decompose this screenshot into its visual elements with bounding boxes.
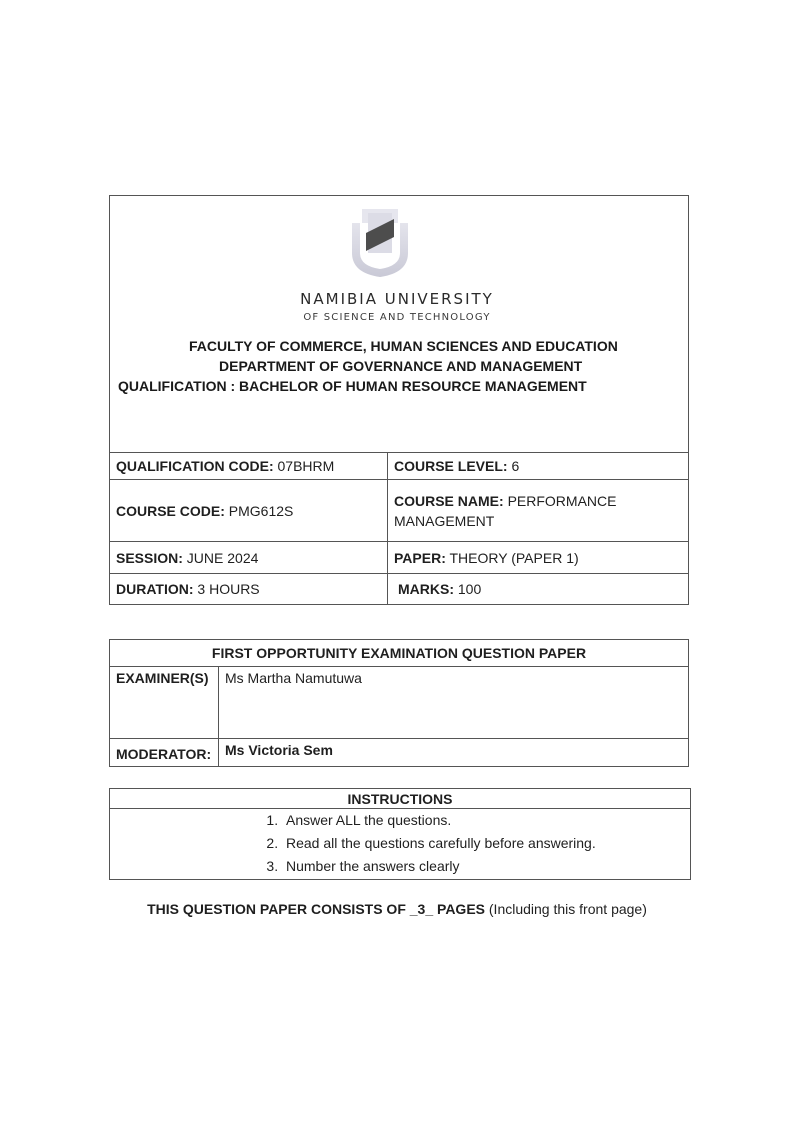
examiner-value: Ms Martha Namutuwa	[219, 667, 689, 739]
info-row	[110, 542, 689, 574]
instructions-cell	[110, 809, 691, 880]
duration-label: DURATION:	[116, 581, 194, 597]
duration-value: 3 HOURS	[197, 581, 260, 597]
session-value: JUNE 2024	[186, 549, 259, 566]
instructions-title-row	[110, 789, 691, 809]
moderator-row	[110, 739, 689, 767]
examiner-row	[110, 667, 689, 739]
moderator-value: Ms Victoria Sem	[219, 739, 689, 767]
university-logo	[344, 203, 416, 279]
course-info-table	[109, 452, 689, 605]
faculty-title: FACULTY OF COMMERCE, HUMAN SCIENCES AND EDUCATION	[189, 338, 618, 354]
exam-title-row	[110, 640, 689, 667]
page-count-note	[0, 901, 794, 917]
duration-cell	[110, 574, 388, 605]
page-count-parenthetical: (Including this front page)	[488, 901, 647, 917]
paper-label: PAPER:	[394, 549, 446, 566]
qualification-code-cell	[110, 453, 388, 480]
course-name-label: COURSE NAME:	[394, 492, 504, 509]
info-row	[110, 453, 689, 480]
course-level-cell	[388, 453, 689, 480]
course-code-cell	[110, 480, 388, 542]
course-code-label: COURSE CODE:	[116, 502, 225, 519]
marks-label: MARKS:	[398, 581, 454, 597]
moderator-label: MODERATOR:	[110, 739, 219, 767]
instruction-item: 2. Read all the questions carefully before answering.	[282, 832, 684, 855]
qualification-title: QUALIFICATION : BACHELOR OF HUMAN RESOURCE MANAGEMENT	[118, 378, 587, 394]
paper-value: THEORY (PAPER 1)	[449, 549, 579, 566]
qualification-code-label: QUALIFICATION CODE:	[116, 458, 274, 474]
university-subtitle: OF SCIENCE AND TECHNOLOGY	[303, 312, 491, 323]
instructions-title: INSTRUCTIONS	[110, 789, 691, 809]
info-row	[110, 574, 689, 605]
course-level-value: 6	[511, 458, 520, 474]
session-label: SESSION:	[116, 549, 183, 566]
instructions-table	[109, 788, 691, 880]
instruction-item: 1. Answer ALL the questions.	[282, 809, 684, 832]
university-name: NAMIBIA UNIVERSITY	[300, 290, 494, 308]
course-name-cell	[388, 480, 689, 542]
instructions-list	[116, 809, 684, 878]
examiner-label: EXAMINER(S)	[110, 667, 219, 739]
marks-value: 100	[457, 581, 482, 597]
marks-cell	[388, 574, 689, 605]
instruction-item: 3. Number the answers clearly	[282, 855, 684, 878]
info-row	[110, 480, 689, 542]
examination-table	[109, 639, 689, 767]
department-title: DEPARTMENT OF GOVERNANCE AND MANAGEMENT	[219, 358, 583, 374]
course-name-value: PERFORMANCE MANAGEMENT	[394, 492, 617, 529]
exam-title: FIRST OPPORTUNITY EXAMINATION QUESTION PAPER	[110, 640, 689, 667]
instructions-list-row	[110, 809, 691, 880]
page-count-text: THIS QUESTION PAPER CONSISTS OF _3_ PAGES	[147, 901, 485, 917]
paper-cell	[388, 542, 689, 574]
qualification-code-value: 07BHRM	[277, 458, 335, 474]
course-code-value: PMG612S	[228, 502, 294, 519]
session-cell	[110, 542, 388, 574]
course-level-label: COURSE LEVEL:	[394, 458, 508, 474]
